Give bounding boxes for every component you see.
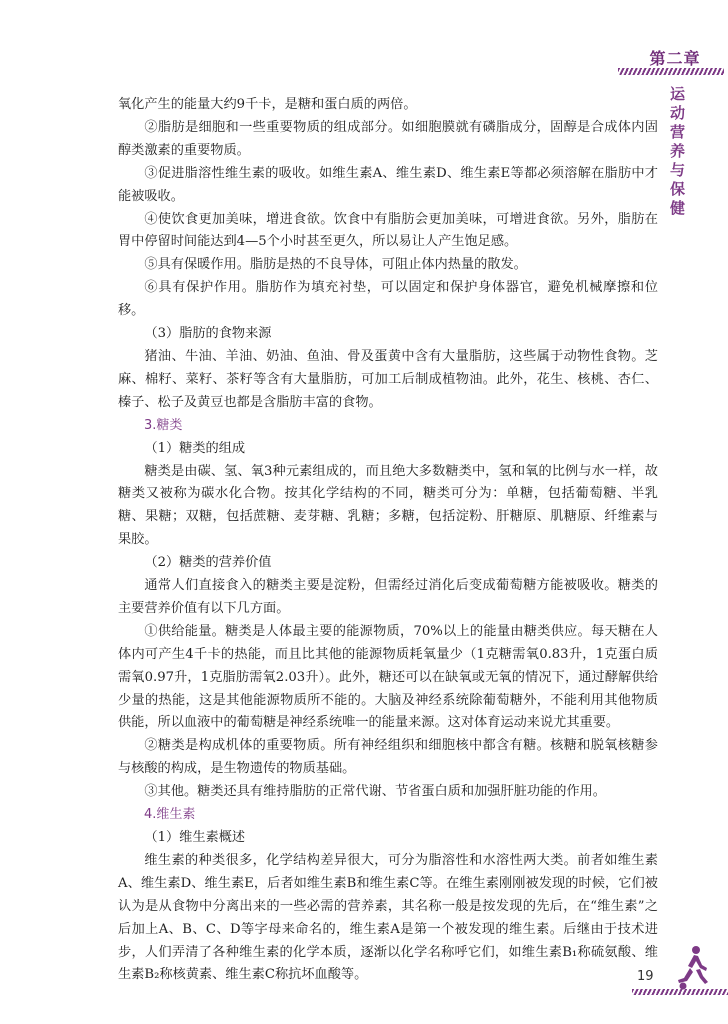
subheading: （1）糖类的组成 [144,440,246,456]
paragraph: ④使饮食更加美味，增进食欲。饮食中有脂肪会更加美味，可增进食欲。另外，脂肪在胃中停留时间能达到4—5个小时甚至更久，所以易让人产生饱足感。 [118,211,658,250]
footer-decor-line [632,989,728,995]
side-title: 运动营养与保健 [668,86,686,219]
section-heading: 3.糖类 [144,417,183,433]
paragraph: 猪油、牛油、羊油、奶油、鱼油、骨及蛋黄中含有大量脂肪，这些属于动物性食物。芝麻、棉籽、菜籽、茶籽等含有大量脂肪，可加工后制成植物油。此外，花生、核桃、杏仁、榛子、松子及黄豆也都是含脂肪丰富的食物。 [118,348,658,410]
page-body [118,94,658,987]
paragraph: ⑤具有保暖作用。脂肪是热的不良导体，可阻止体内热量的散发。 [144,257,527,273]
page-number: 19 [637,969,654,984]
chapter-decor-line [618,68,724,75]
paragraph: ①供给能量。糖类是人体最主要的能源物质，70%以上的能量由糖类供应。每天糖在人体内可产生4千卡的热能，而且比其他的能源物质耗氧量少（1克糖需氧0.83升，1克蛋白质需氧0.97升，1克脂肪需氧2.03升）。此外，糖还可以在缺氧或无氧的情况下，通过酵解供给少量的热能，这是其他能源物质所不能的。大脑及神经系统除葡萄糖外，不能利用其他物质供能，所以血液中的葡萄糖是神经系统唯一的能量来源。这对体育运动来说尤其重要。 [118,623,658,731]
chapter-title: 第二章 [649,49,701,68]
paragraph: 维生素的种类很多，化学结构差异很大，可分为脂溶性和水溶性两大类。前者如维生素A、维生素D、维生素E，后者如维生素B和维生素C等。在维生素刚刚被发现的时候，它们被认为是从食物中分离出来的一些必需的营养素，其名称一般是按发现的先后，在“维生素”之后加上A、B、C、D等字母来命名的，维生素A是第一个被发现的维生素。后继由于技术进步，人们弄清了各种维生素的化学本质，逐渐以化学名称呼它们，如维生素B₁称硫氨酸、维生素B₂称核黄素、维生素C称抗坏血酸等。 [118,852,658,983]
paragraph: ③促进脂溶性维生素的吸收。如维生素A、维生素D、维生素E等都必须溶解在脂肪中才能被吸收。 [118,165,658,204]
subheading: （3）脂肪的食物来源 [144,326,272,342]
subheading: （2）糖类的营养价值 [144,555,272,571]
paragraph: ②糖类是构成机体的重要物质。所有神经组织和细胞核中都含有糖。核糖和脱氧核糖参与核酸的构成，是生物遗传的物质基础。 [118,738,658,777]
paragraph: 氧化产生的能量大约9千卡，是糖和蛋白质的两倍。 [118,97,417,112]
paragraph: ②脂肪是细胞和一些重要物质的组成部分。如细胞膜就有磷脂成分，固醇是合成体内固醇类激素的重要物质。 [118,119,658,158]
subheading: （1）维生素概述 [144,830,246,845]
paragraph: ③其他。糖类还具有维持脂肪的正常代谢、节省蛋白质和加强肝脏功能的作用。 [144,784,606,800]
soccer-player-icon [672,944,716,990]
paragraph: 糖类是由碳、氢、氧3种元素组成的，而且绝大多数糖类中，氢和氧的比例与水一样，故糖类又被称为碳水化合物。按其化学结构的不同，糖类可分为：单糖，包括葡萄糖、半乳糖、果糖；双糖，包括蔗糖、麦芽糖、乳糖；多糖，包括淀粉、肝糖原、肌糖原、纤维素与果胶。 [118,463,658,548]
section-heading: 4.维生素 [144,807,196,823]
paragraph: 通常人们直接食入的糖类主要是淀粉，但需经过消化后变成葡萄糖方能被吸收。糖类的主要营养价值有以下几方面。 [118,578,658,616]
paragraph: ⑥具有保护作用。脂肪作为填充衬垫，可以固定和保护身体器官，避免机械摩擦和位移。 [118,280,658,319]
